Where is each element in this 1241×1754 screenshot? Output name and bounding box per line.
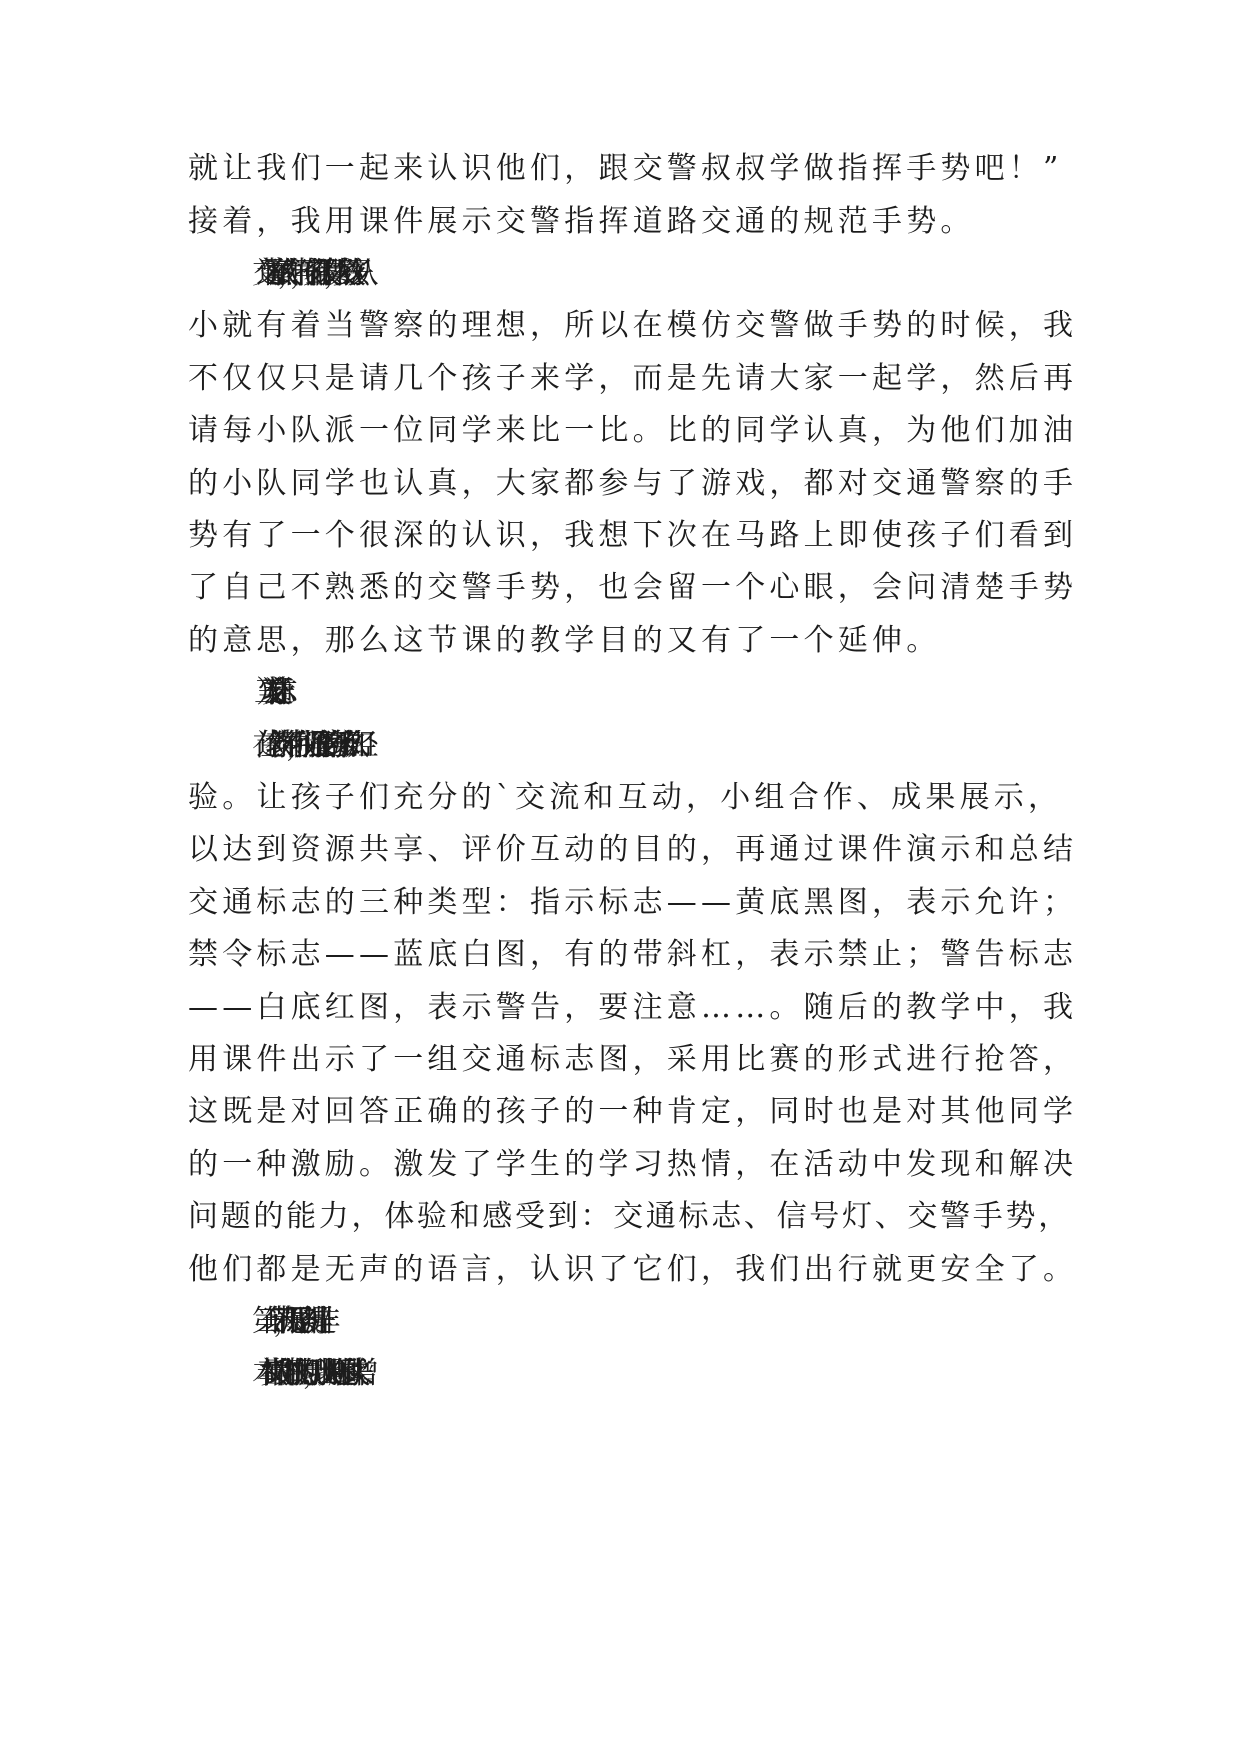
paragraph-line: 的一种激励。激发了学生的学习热情，在活动中发现和解决 (188, 1147, 1078, 1182)
paragraph-line: 交通标志的三种类型：指示标志——黄底黑图，表示允许； (188, 885, 1078, 920)
paragraph-line: 不仅仅只是请几个孩子来学，而是先请大家一起学，然后再 (188, 361, 1078, 396)
paragraph-line: 验。让孩子们充分的`交流和互动，小组合作、成果展示， (188, 780, 1063, 815)
paragraph-line: 小就有着当警察的理想，所以在模仿交警做手势的时候，我 (188, 308, 1078, 343)
paragraph-line: 在这个教学环节中，我们强调孩子的亲身经历和认知经 (252, 728, 353, 763)
paragraph-line: 的小队同学也认真，大家都参与了游戏，都对交通警察的手 (188, 466, 1078, 501)
paragraph-line: 用课件出示了一组交通标志图，采用比赛的形式进行抢答， (188, 1042, 1078, 1077)
paragraph-line: 交通警察威武，神气，孩子们都很崇拜，大多数孩子从 (252, 256, 353, 291)
paragraph-line: 第三个环节，拓展思路、明辨是非。 (252, 1304, 320, 1339)
paragraph-line: 问题的能力，体验和感受到：交通标志、信号灯、交警手势， (188, 1199, 1071, 1234)
paragraph-line: ——白底红图，表示警告，要注意……。随后的教学中，我 (188, 990, 1078, 1025)
section-heading: （三）学习交通标志 (252, 675, 270, 710)
paragraph-line: 这既是对回答正确的孩子的一种肯定，同时也是对其他同学 (188, 1094, 1078, 1129)
paragraph-line: 接着，我用课件展示交警指挥道路交通的规范手势。 (188, 204, 975, 239)
paragraph-line: 请每小队派一位同学来比一比。比的同学认真，为他们加油 (188, 413, 1078, 448)
paragraph-line: 以达到资源共享、评价互动的目的，再通过课件演示和总结 (188, 832, 1078, 867)
paragraph-line: 禁令标志——蓝底白图，有的带斜杠，表示禁止；警告标志 (188, 937, 1078, 972)
paragraph-line: 势有了一个很深的认识，我想下次在马路上即使孩子们看到 (188, 518, 1078, 553)
paragraph-line: 了自己不熟悉的交警手势，也会留一个心眼，会问清楚手势 (188, 570, 1078, 605)
paragraph-line: 本着实践性和开放性的原则，我以出判断题的形式来增 (252, 1356, 353, 1391)
paragraph-line: 他们都是无声的语言，认识了它们，我们出行就更安全了。 (188, 1252, 1078, 1287)
paragraph-line: 的意思，那么这节课的教学目的又有了一个延伸。 (188, 623, 941, 658)
paragraph-line: 就让我们一起来认识他们，跟交警叔叔学做指挥手势吧！” (188, 151, 1063, 186)
